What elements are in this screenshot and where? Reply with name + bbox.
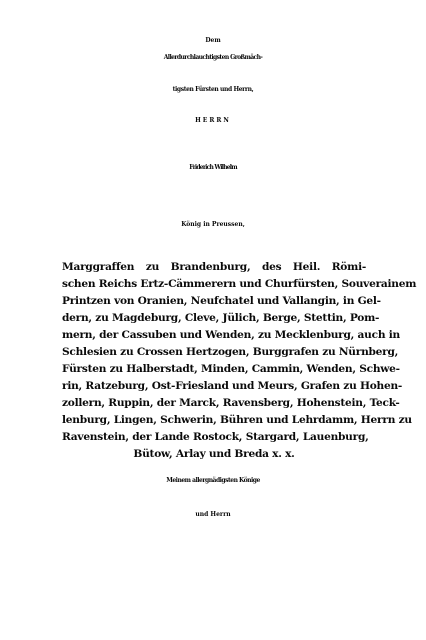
titles-line: Ravenstein, der Lande Rostock, Stargard, Lauenburg, <box>62 431 369 443</box>
titles-line: zollern, Ruppin, der Marck, Ravensberg, Hohenstein, Teck- <box>62 397 400 409</box>
king-name: Friderich Wilhelm <box>189 164 237 171</box>
titles-line: lenburg, Lingen, Schwerin, Bühren und Lehrdamm, Herrn zu <box>62 414 412 426</box>
titles-line: rin, Ratzeburg, Ost-Friesland und Meurs, Grafen zu Hohen- <box>62 380 403 392</box>
titles-line: Schlesien zu Crossen Hertzogen, Burggrafen zu Nürnberg, <box>62 346 399 358</box>
king-title: König in Preussen, <box>181 221 245 228</box>
dedication-line-2: tigsten Fürsten und Herrn, <box>172 86 254 93</box>
closing-line-2: und Herrn <box>195 511 231 518</box>
dedication-herrn: HERRN <box>195 117 231 124</box>
dedication-dem: Dem <box>205 37 221 44</box>
titles-line: Printzen von Oranien, Neufchatel und Vallangin, in Gel- <box>62 295 381 307</box>
titles-line: Fürsten zu Halberstadt, Minden, Cammin, Wenden, Schwe- <box>62 363 400 375</box>
titles-line: mern, der Cassuben und Wenden, zu Mecklenburg, auch in <box>62 329 400 341</box>
dedication-line-1: Allerdurchlauchtigsten Großmäch- <box>163 54 263 61</box>
titles-line: schen Reichs Ertz-Cämmerern und Churfürsten, Souverainem <box>62 278 417 290</box>
titles-line: dern, zu Magdeburg, Cleve, Jülich, Berge, Stettin, Pom- <box>62 312 380 324</box>
titles-line: Marggraffen zu Brandenburg, des Heil. Römi- <box>62 261 366 273</box>
closing-line-1: Meinem allergnädigsten Könige <box>166 477 260 484</box>
titles-line: Bütow, Arlay und Breda x. x. <box>133 448 295 460</box>
